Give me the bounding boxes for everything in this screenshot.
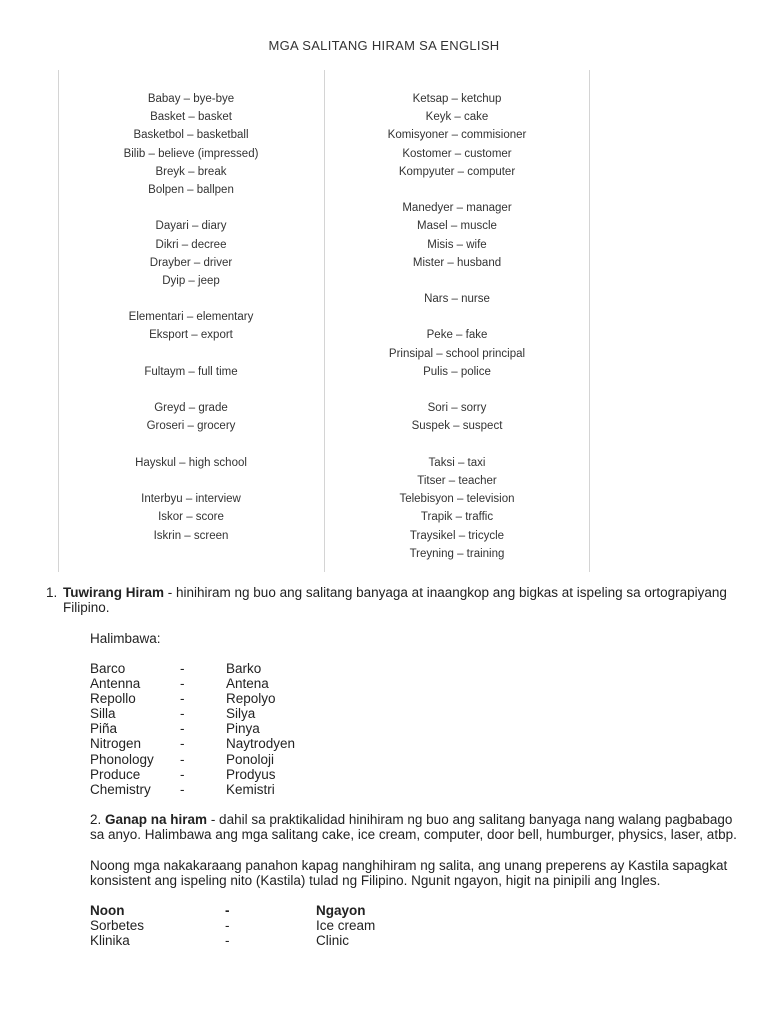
- word-pair: Traysikel – tricycle: [409, 529, 505, 542]
- table-middle-border: [324, 70, 325, 572]
- word-pair: Basketbol – basketball: [133, 129, 249, 142]
- word-pair: Treyning – training: [409, 547, 505, 560]
- source-word: Antenna: [90, 676, 141, 692]
- table-row: [90, 918, 746, 933]
- word-pair: Basket – basket: [150, 111, 232, 124]
- dash: -: [180, 781, 185, 797]
- word-pair: Interbyu – interview: [141, 493, 241, 506]
- blank-row: [328, 181, 586, 199]
- source-word: Nitrogen: [90, 736, 142, 752]
- word-pair: Pulis – police: [423, 365, 491, 378]
- word-pair: Eksport – export: [149, 329, 233, 342]
- word-pair: Mister – husband: [412, 256, 502, 269]
- header-dash: -: [225, 903, 230, 919]
- word-pair: Bilib – believe (impressed): [123, 147, 259, 160]
- borrowed-word: Naytrodyen: [226, 736, 296, 752]
- right-word-column: [328, 90, 586, 563]
- word-pair: Bolpen – ballpen: [148, 183, 234, 196]
- example-row: [90, 721, 746, 736]
- word-pair: Kompyuter – computer: [398, 165, 516, 178]
- borrowed-word: Barko: [226, 660, 262, 676]
- word-pair: Peke – fake: [426, 329, 488, 342]
- source-word: Repollo: [90, 691, 136, 707]
- word-pair: Taksi – taxi: [428, 456, 486, 469]
- dash: -: [225, 933, 230, 949]
- table-row: [90, 933, 746, 948]
- body-content: [46, 585, 746, 948]
- word-pair: Iskor – score: [158, 511, 224, 524]
- noon-word: Sorbetes: [90, 918, 145, 934]
- word-pair: Sori – sorry: [427, 402, 487, 415]
- word-pair: Babay – bye-bye: [147, 93, 235, 105]
- header-ngayon: Ngayon: [316, 903, 366, 919]
- word-pair: Trapik – traffic: [420, 511, 494, 524]
- borrowed-word: Prodyus: [226, 766, 276, 782]
- word-pair: Fultaym – full time: [144, 365, 238, 378]
- word-pair: Drayber – driver: [149, 256, 233, 269]
- dash: -: [180, 721, 185, 737]
- example-row: [90, 691, 746, 706]
- blank-row: [328, 308, 586, 326]
- ngayon-word: Clinic: [316, 933, 350, 949]
- example-row: [90, 661, 746, 676]
- table-right-border: [589, 70, 590, 572]
- word-pair: Prinsipal – school principal: [388, 347, 526, 360]
- word-pair: Ketsap – ketchup: [412, 93, 502, 105]
- example-row: [90, 752, 746, 767]
- dash: -: [180, 751, 185, 767]
- word-pair: Elementari – elementary: [128, 311, 254, 324]
- source-word: Produce: [90, 766, 141, 782]
- example-row: [90, 676, 746, 691]
- item-definition: [90, 812, 746, 842]
- word-pair: Greyd – grade: [154, 402, 228, 415]
- borrowed-word: Kemistri: [226, 781, 275, 797]
- term-label: Tuwirang Hiram: [63, 585, 165, 600]
- list-number: 2.: [90, 812, 102, 828]
- borrowed-word: Repolyo: [226, 691, 276, 707]
- dash: -: [180, 691, 185, 707]
- dash: -: [180, 706, 185, 722]
- borrowed-word: Antena: [226, 676, 269, 692]
- borrowed-word: Pinya: [226, 721, 260, 737]
- word-pair: Masel – muscle: [417, 220, 497, 233]
- word-pair: Hayskul – high school: [135, 456, 247, 469]
- blank-row: [328, 381, 586, 399]
- noon-ngayon-rows: [90, 918, 746, 948]
- source-word: Phonology: [90, 751, 154, 767]
- source-word: Silla: [90, 706, 116, 722]
- paragraph: Noong mga nakakaraang panahon kapag nanghihiram ng salita, ang unang preperens ay Kastila sapagkat konsistent ang ispeling nito (Kastila) tulad ng Filipino. Ngunit ngayon, higit na pinipili ang Ingles.: [90, 857, 728, 888]
- word-pair: Nars – nurse: [424, 293, 490, 306]
- table-left-border: [58, 70, 59, 572]
- word-pair: Dayari – diary: [155, 220, 227, 233]
- term-description: - dahil sa praktikalidad hinihiram ng buo ang salitang banyaga nang walang pagbabago sa anyo. Halimbawa ang mga salitang cake, ice cream, computer, door bell, humburger, physics, laser, atbp.: [90, 812, 737, 843]
- word-pair: Titser – teacher: [417, 474, 497, 487]
- noon-word: Klinika: [90, 933, 130, 949]
- source-word: Piña: [90, 721, 118, 737]
- ngayon-word: Ice cream: [316, 918, 376, 934]
- blank-row: [328, 272, 586, 290]
- blank-row: [62, 345, 320, 363]
- blank-row: [62, 436, 320, 454]
- term-label: Ganap na hiram: [105, 812, 208, 828]
- word-pair: Keyk – cake: [425, 111, 489, 124]
- item-definition: [63, 585, 746, 615]
- word-pair: Telebisyon – television: [399, 493, 515, 506]
- borrowed-word: Silya: [226, 706, 256, 722]
- source-word: Barco: [90, 660, 126, 676]
- blank-row: [62, 199, 320, 217]
- table-header-row: [90, 903, 746, 918]
- word-pair: Suspek – suspect: [411, 420, 503, 433]
- word-pair: Komisyoner – commisioner: [387, 129, 527, 142]
- example-label: Halimbawa:: [90, 630, 161, 646]
- dash: -: [225, 918, 230, 934]
- dash: -: [180, 736, 185, 752]
- blank-row: [62, 290, 320, 308]
- term-description: - hinihiram ng buo ang salitang banyaga at inaangkop ang bigkas at ispeling sa ortograpiyang Filipino.: [63, 585, 727, 616]
- blank-row: [328, 436, 586, 454]
- list-item-tuwirang-hiram: [46, 585, 746, 615]
- blank-row: [62, 472, 320, 490]
- dash: -: [180, 676, 185, 692]
- example-row: [90, 706, 746, 721]
- document-title: MGA SALITANG HIRAM SA ENGLISH: [268, 38, 500, 53]
- example-row: [90, 782, 746, 797]
- word-pair: Misis – wife: [427, 238, 487, 251]
- word-pair: Dyip – jeep: [162, 274, 220, 287]
- word-pair: Breyk – break: [155, 165, 227, 178]
- blank-row: [62, 381, 320, 399]
- word-pair: Groseri – grocery: [146, 420, 236, 433]
- word-pair: Dikri – decree: [155, 238, 227, 251]
- word-pair: Kostomer – customer: [402, 147, 512, 160]
- example-pairs: [90, 661, 746, 797]
- borrowed-word: Ponoloji: [226, 751, 275, 767]
- header-noon: Noon: [90, 903, 125, 919]
- example-row: [90, 767, 746, 782]
- list-number: 1.: [46, 585, 58, 600]
- example-row: [90, 736, 746, 751]
- word-pair: Manedyer – manager: [402, 202, 512, 215]
- word-pair: Iskrin – screen: [153, 529, 229, 542]
- dash: -: [180, 766, 185, 782]
- left-word-column: [62, 90, 320, 545]
- dash: -: [180, 660, 185, 676]
- source-word: Chemistry: [90, 781, 151, 797]
